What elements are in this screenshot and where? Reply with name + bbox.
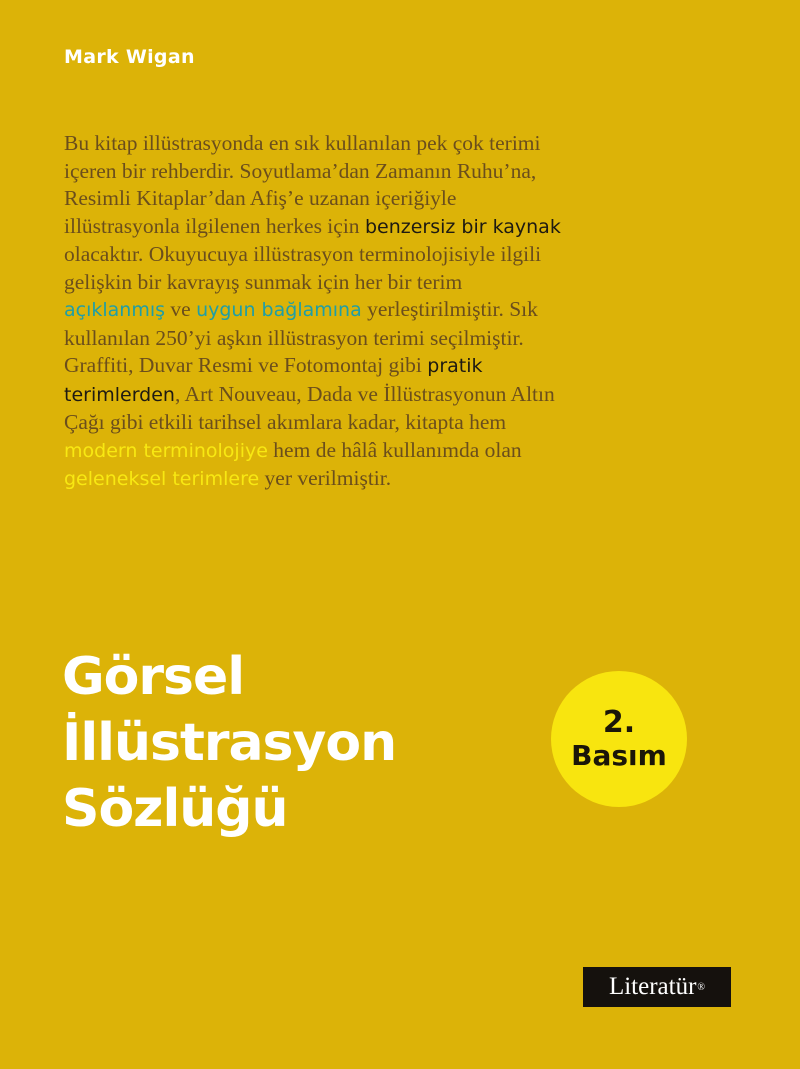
blurb-line xyxy=(64,352,744,381)
blurb-line xyxy=(64,381,744,410)
publisher-name: Literatür xyxy=(608,973,697,1000)
highlight-terms: terimlerden xyxy=(64,383,175,406)
blurb-text: Graffiti, Duvar Resmi ve Fotomontaj gibi xyxy=(64,353,428,377)
blurb-line xyxy=(64,296,744,325)
blurb-text: yer verilmiştir. xyxy=(259,466,392,490)
blurb-line xyxy=(64,213,744,242)
blurb-text: ve xyxy=(165,297,197,321)
publisher-logo xyxy=(583,967,731,1007)
blurb-line: Resimli Kitaplar’dan Afiş’e uzanan içeriğiyle xyxy=(64,186,457,210)
title-line-3: Sözlüğü xyxy=(62,779,288,839)
blurb-line: içeren bir rehberdir. Soyutlama’dan Zamanın Ruhu’na, xyxy=(64,158,537,183)
edition-badge xyxy=(551,671,687,807)
blurb-line xyxy=(64,437,744,466)
highlight-unique-resource: benzersiz bir kaynak xyxy=(364,215,561,238)
edition-label: Basım xyxy=(571,739,667,772)
highlight-context: uygun bağlamına xyxy=(196,299,362,321)
highlight-modern-terminology: modern terminolojiye xyxy=(64,439,268,462)
blurb-line xyxy=(64,465,744,494)
title-line-1: Görsel xyxy=(62,647,245,707)
blurb-line: gelişkin bir kavrayış sunmak için her bir terim xyxy=(64,269,463,294)
back-cover-blurb xyxy=(64,130,744,494)
blurb-text: hem de hâlâ kullanımda olan xyxy=(267,437,522,462)
title-line-2: İllüstrasyon xyxy=(62,713,397,773)
blurb-line: kullanılan 250’yi aşkın illüstrasyon terimi seçilmiştir. xyxy=(64,325,524,350)
blurb-text: , Art Nouveau, Dada ve İllüstrasyonun Altın xyxy=(174,381,555,406)
author-name: Mark Wigan xyxy=(64,46,195,68)
highlight-traditional-terms: geleneksel terimlere xyxy=(64,468,260,490)
blurb-text: illüstrasyonla ilgilenen herkes için xyxy=(64,213,365,238)
blurb-line: Çağı gibi etkili tarihsel akımlara kadar, kitapta hem xyxy=(64,410,507,434)
book-title xyxy=(62,644,396,842)
highlight-explained: açıklanmış xyxy=(64,299,166,321)
highlight-practical: pratik xyxy=(427,355,483,377)
edition-number: 2. xyxy=(602,705,636,740)
blurb-line: Bu kitap illüstrasyonda en sık kullanılan pek çok terimi xyxy=(64,131,541,155)
registered-mark: ® xyxy=(697,981,706,993)
blurb-text: yerleştirilmiştir. Sık xyxy=(361,297,538,321)
blurb-line: olacaktır. Okuyucuya illüstrasyon terminolojisiyle ilgili xyxy=(64,242,542,266)
